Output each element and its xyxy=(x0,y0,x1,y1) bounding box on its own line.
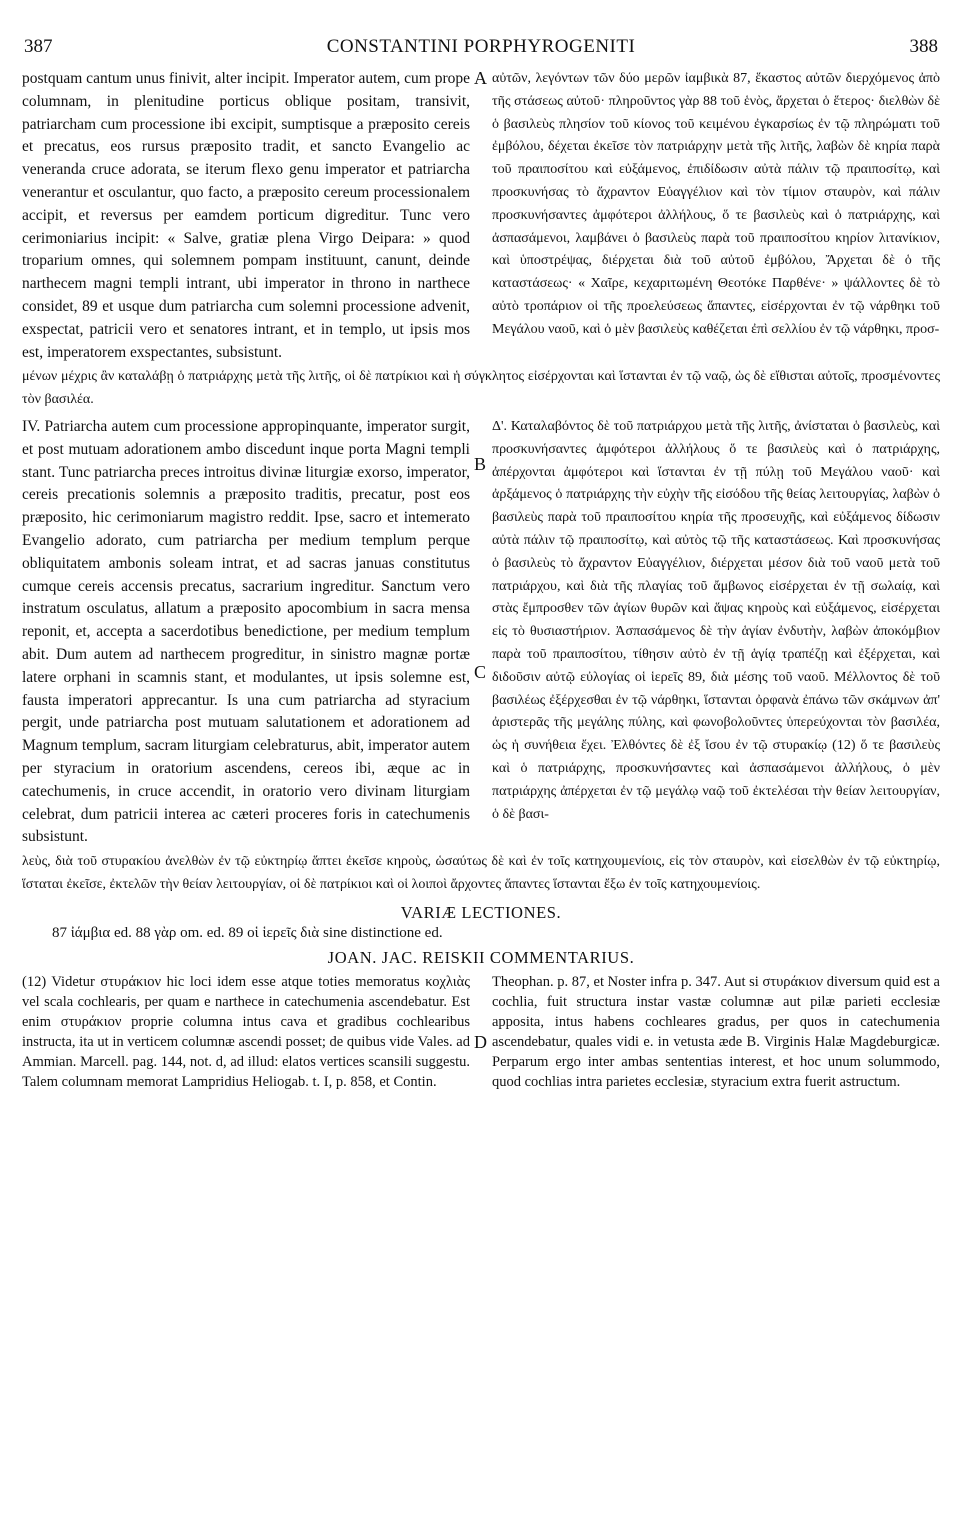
block1-greek-full: μένων μέχρις ἂν καταλάβῃ ὁ πατριάρχης μετὰ τῆς λιτῆς, οἱ δὲ πατρίκιοι καὶ ἡ σύγκλητος εἰσέρχονται καὶ ἵστανται ἐν τῷ ναῷ, ὡς δὲ εἴθισται αὐτοῖς, προσμένοντες τὸν βασιλέα. xyxy=(22,369,940,408)
block1-greek-text: αὐτῶν, λεγόντων τῶν δύο μερῶν ἰαμβικὰ 87, ἕκαστος αὐτῶν διερχόμενος ἀπὸ τῆς στάσεως αὐτοῦ· πληρoῦντος γὰρ 88 τοῦ ἑνὸς, ἄρχεται ὁ ἕτερος· διελθὼν δὲ ὁ βασιλεὺς πλησίον τοῦ κίονος τοῦ κειμένου ἐγκαρσίως ἐν τῷ πληρώματι τοῦ ἐμβόλου, δέχεται ἐκεῖσε τὸν πατριάρχην μετὰ τῆς λιτῆς, λαβὼν δὲ κηρία παρὰ τοῦ πραιποσίτου καὶ εὐξάμενος, ἐπιδίδωσιν αὐτὰ πάλιν τῷ πραιποσίτῳ, καὶ προσκυνήσας τὸ ἄχραντον Εὐαγγέλιον καὶ τὸν τίμιον σταυρὸν, καὶ πάλιν προσκυνήσαντες ἀμφότεροι ἀλλήλους, ὅ τε βασιλεὺς καὶ ὁ πατριάρχης, καὶ ἀσπασάμενοι, λαμβάνει ὁ βασιλεὺς παρὰ τοῦ πραιποσίτου κηρίον λιτανίκιον, καὶ ὑποστρέψας, διέρχεται διὰ τοῦ αὐτοῦ ἐμβόλου, Ἄρχεται δὲ ὁ τῆς καταστάσεως· « Χαῖρε, κεχαριτωμένη Θεοτόκε Παρθένε· » ψάλλοντες δὲ τὸ αὐτὸ τροπάριον οἱ τῆς προελεύσεως ἅπαντες, εἰσέρχονται ἐν τῷ νάρθηκι τοῦ Μεγάλου ναοῦ, καὶ ὁ μὲν βασιλεὺς καθέζεται ἐπὶ σελλίου ἐν τῷ νάρθηκι, προσ- xyxy=(492,71,940,337)
margin-letter-d: D xyxy=(474,1031,487,1052)
commentary-left xyxy=(22,972,470,1092)
variae-title: VARIÆ LECTIONES. xyxy=(400,902,562,922)
block2-latin xyxy=(22,416,476,849)
block2-greek xyxy=(492,416,940,849)
block1-latin xyxy=(22,68,476,364)
block2-latin-text: IV. Patriarcha autem cum processione appropinquante, imperator surgit, et post mutuam adorationem ambo discedunt inque porta Magni templi stant. Tunc patriarcha preces introitus divinæ liturgiæ exorso, imperator, cereis precationis solemnis a præposito traditis, precatur, post eos præposito, hic cerimoniarum magistro reddit. Ipse, sacro et intemerato Evangelio adorato, cum patriarcha per medium templum perque obliquitatem ambonis soleam intrat, et ad sacras januas constitutus cumque cereis accensis precatus, sacrarium ingreditur. Sanctum vero instratum osculatus, allatum a præposito apocombium in sacra mensa reponit, et, accepta a sacerdotibus benedictione, per medium templum abit. Dum autem ad narthecem progreditur, in sinistro magnæ portæ latere orphani in scamnis stant, et modulantes, ut ipsis solemne est, fausta imperatori apprecantur. Is una cum patriarcha ad styracium pergit, unde patriarcha post mutuam salutationem et adorationem ad Magnum templum, sacram liturgiam celebraturus, abit, imperator autem per styracium in oratorium ascendens, cereos ibi, æque ac in catechumenis, in cruce accendit, in oratorio vero divinam liturgiam celebrat, dum patricii interea ac cæteri proceres foris in catechumenis subsistunt. xyxy=(22,417,470,846)
commentary-left-text: (12) Videtur στυράκιον hic loci idem esse atque toties memoratus κοχλιὰς vel scala cochlearis, per quam e narthece in catechumenia ascendebatur. Est enim στυράκιον proprie columna intus cava et gradibus cochlearibus instructa, ita ut in verticem columnæ ascendi posset; de quibus vide Vales. ad Ammian. Marcell. pag. 144, not. d, ad illud: elatos vertices scansili suggestu. Talem columnam memorat Lampridius Heliogab. t. I, p. 858, et Contin. xyxy=(22,973,470,1090)
commentary-columns xyxy=(22,972,940,1092)
margin-letter-b: B xyxy=(474,454,487,474)
block2-greek-full: λεὺς, διὰ τοῦ στυρακίου ἀνελθὼν ἐν τῷ εὐκτηρίῳ ἅπτει ἐκεῖσε κηροὺς, ὡσαύτως δὲ καὶ ἐν τοῖς κατηχουμενίοις, εἰς τὸν σταυρὸν, καὶ εἰσελθὼν ἐν τῷ εὐκτηρίῳ, ἵσταται ἐκεῖσε, ἐκτελῶν τὴν θείαν λειτουργίαν, οἱ δὲ πατρίκιοι καὶ οἱ λοιποὶ ἄρχοντες ἅπαντες ἵστανται ἔξω ἐν τοῖς κατηχουμενίοις. xyxy=(22,854,940,892)
margin-letter-a: A xyxy=(474,68,487,88)
page xyxy=(22,28,940,1092)
running-title: CONSTANTINI PORPHYROGENITI xyxy=(326,36,636,57)
margin-letter-c: C xyxy=(474,661,487,682)
page-header xyxy=(22,28,940,58)
commentary-right xyxy=(492,972,940,1092)
commentary-right-text: Theophan. p. 87, et Noster infra p. 347. Aut si στυράκιον diversum quid est a cochlia, fuit structura instar vastæ columnæ aut pilæ parieti ecclesiæ apposita, intus habens cochleares gradus, per quos in catechumenia ascendebatur, quales vidi e. in vetusta æde B. Virginis Halæ Magdeburgicæ. Perparum ergo inter ambas sententias interest, et hoc unum solummodo, quod cochlias intra parietes ecclesiæ, styracium extra fuerit astructum. xyxy=(492,973,940,1090)
block1-latin-text: postquam cantum unus finivit, alter incipit. Imperator autem, cum prope columnam, in plenitudine porticus oblique positam, transivit, patriarcham cum processione ibi excipit, sumptisque a præposito cereis et precatus, eos rursus præposito tradit, et sancto Evangelio ac veneranda cruce adorata, se iterum flexo genu imperator et patriarcha venerantur et osculantur, quo facto, a præposito cereum processionalem accipit, et reversus per eamdem porticum digreditur. Tunc vero cerimoniarius incipit: « Salve, gratiæ plena Virgo Deipara: » quod troparium omnes, qui solemnem pompam instituunt, canunt, deinde narthecem magni templi intrant, ubi imperator in throno in narthece considet, 89 et usque dum patriarcha cum solemni processione advenit, exspectat, patricii vero et senatores intrant, et in templo, ut ipsis mos est, imperatorem exspectantes, subsistunt. xyxy=(22,70,470,361)
variae-text: 87 ἰάμβια ed. 88 γὰρ om. ed. 89 οἱ ἱερεῖς διὰ sine distinctione ed. xyxy=(52,924,443,941)
block1-greek xyxy=(492,68,940,364)
page-number-left: 387 xyxy=(24,36,53,57)
page-number-right: 388 xyxy=(909,36,938,57)
block2-greek-text: Δ'. Καταλαβόντος δὲ τοῦ πατριάρχου μετὰ τῆς λιτῆς, ἀνίσταται ὁ βασιλεὺς, καὶ προσκυνήσαντες ἀμφότεροι ἀλλήλους ὅ τε βασιλεὺς καὶ ὁ πατριάρχης, ἀπέρχονται ἀμφότεροι καὶ ἵστανται ἐν τῇ πύλῃ τοῦ Μεγάλου ναοῦ· καὶ ἀρξάμενος ὁ πατριάρχης τὴν εὐχὴν τῆς εἰσόδου τῆς θείας λειτουργίας, λαβὼν ὁ βασιλεὺς παρὰ τοῦ πραιποσίτου κηρία τῆς προσευχῆς, καὶ εὐξάμενος δίδωσιν αὐτὰ πάλιν τῷ πραιποσίτῳ, καὶ αὐτὸς τῷ τῆς καταστάσεως. Καὶ προσκυνήσας ὁ βασιλεὺς τὸ ἄχραντον Εὐαγγέλιον, διέρχεται μέσον διὰ τοῦ ναοῦ μετὰ τοῦ πατριάρχου, καὶ διὰ τῆς πλαγίας τοῦ ἄμβωνος εἰσέρχεται ἐν τῇ σωλαίᾳ, καὶ στὰς ἔμπροσθεν τῶν ἁγίων θυρῶν καὶ ἅψας κηροὺς καὶ εὐξάμενος, εἰσέρχεται εἰς τὸ θυσιαστήριον. Ἀσπασάμενος δὲ τὴν ἁγίαν ἐνδυτὴν, λαβὼν ἀποκόμβιον παρὰ τοῦ πραιποσίτου, τίθησιν αὐτὸ ἐν τῇ ἁγίᾳ τραπέζῃ καὶ ἐξέρχεται, καὶ διδοῦσιν αὐτῷ εὐλογίας οἱ ἱερεῖς 89, διὰ μέσης τοῦ ναοῦ. Μέλλοντος δὲ τοῦ βασιλέως ἐξέρχεσθαι ἐν τῷ νάρθηκι, ἵστανται ὀρφανὰ ἐπάνω τῶν σκάμνων ἀπ' ἀριστερᾶς τῆς μεγάλης πύλης, καὶ φωνοβολοῦντες ὑπερεύχονται τὸν βασιλέα, ὡς ἡ συνήθεια ἔχει. Ἐλθόντες δὲ ἐξ ἴσου ἐν τῷ στυρακίῳ (12) ὅ τε βασιλεὺς καὶ ὁ πατριάρχης, προσκυνήσαντες καὶ ἀσπασάμενοι ἀλλήλους, ὁ μὲν πατριάρχης ἀπέρχεται ἐν τῷ μεγάλῳ ναῷ τοῦ ἐκτελέσαι τὴν θείαν λειτουργίαν, ὁ δὲ βασι- xyxy=(492,418,940,822)
commentary-title: JOAN. JAC. REISKII COMMENTARIUS. xyxy=(327,947,635,967)
